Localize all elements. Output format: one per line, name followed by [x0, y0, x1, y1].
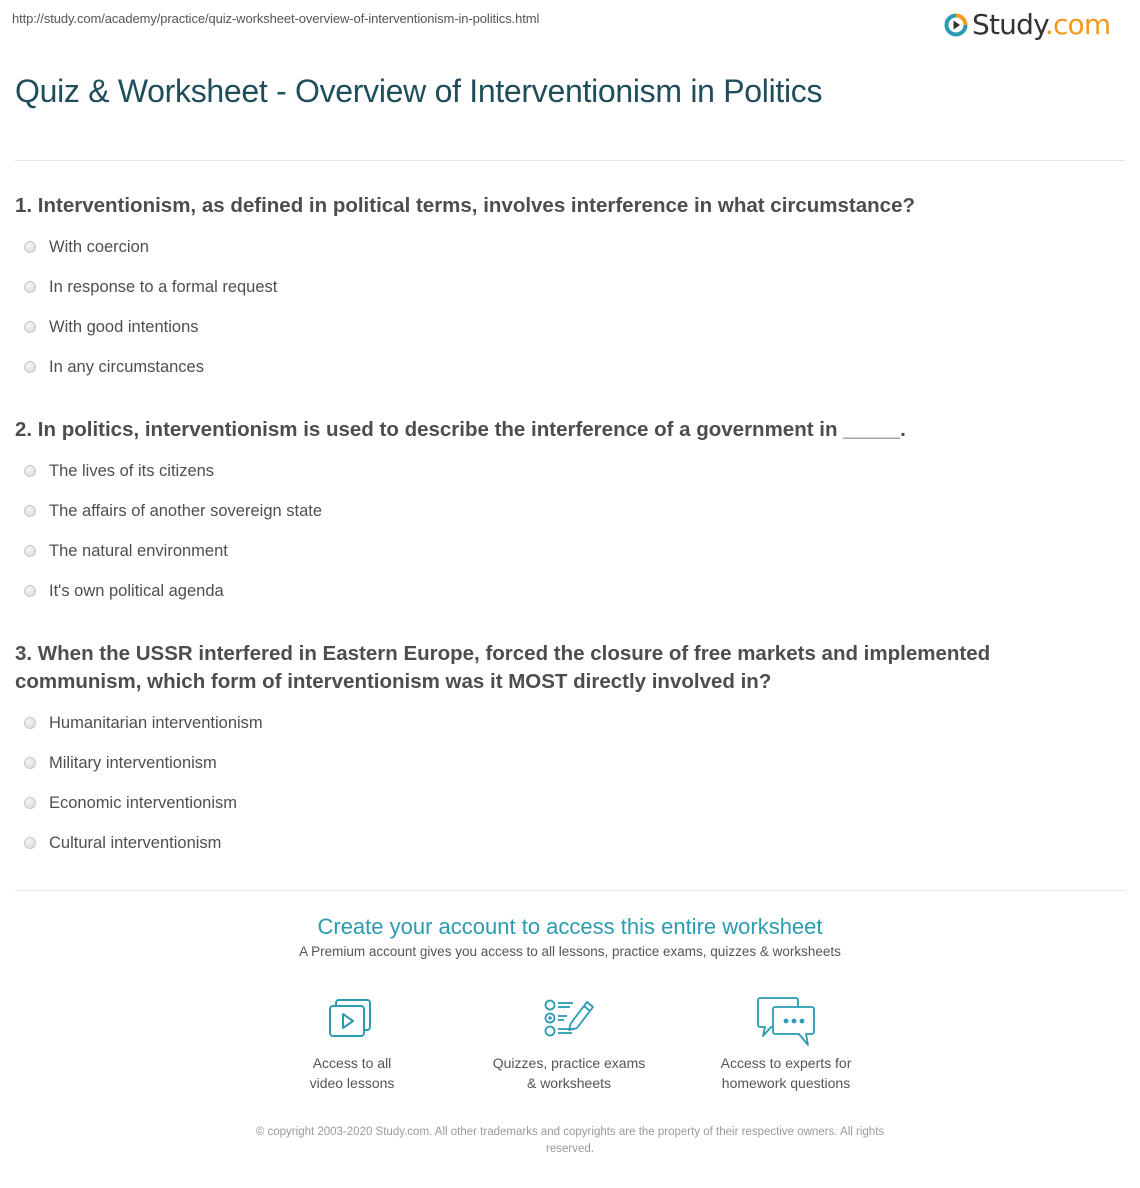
radio-button[interactable]	[24, 757, 36, 769]
radio-button[interactable]	[24, 837, 36, 849]
answer-label: Cultural interventionism	[49, 833, 222, 852]
question-2	[15, 416, 1015, 611]
answer-label: The natural environment	[49, 541, 228, 560]
logo-name: Study	[972, 8, 1045, 41]
radio-button[interactable]	[24, 717, 36, 729]
answer-option[interactable]	[15, 267, 1015, 307]
radio-button[interactable]	[24, 797, 36, 809]
answer-option[interactable]	[15, 491, 1015, 531]
answer-option[interactable]	[15, 703, 1015, 743]
answer-option[interactable]	[15, 347, 1015, 387]
radio-button[interactable]	[24, 465, 36, 477]
radio-button[interactable]	[24, 545, 36, 557]
feature-quizzes	[469, 995, 669, 1093]
answer-label: Humanitarian interventionism	[49, 713, 263, 732]
feature-label-line2: video lessons	[309, 1075, 395, 1091]
answer-label: Military interventionism	[49, 753, 217, 772]
answer-label: The affairs of another sovereign state	[49, 501, 323, 520]
answer-label: With good intentions	[49, 317, 199, 336]
question-3	[15, 640, 1015, 863]
feature-label	[252, 1053, 452, 1093]
answer-option[interactable]	[15, 451, 1015, 491]
feature-label	[686, 1053, 886, 1093]
answer-option[interactable]	[15, 743, 1015, 783]
feature-label	[469, 1053, 669, 1093]
answer-option[interactable]	[15, 783, 1015, 823]
question-text: 1. Interventionism, as defined in political terms, involves interference in what circumstance?	[15, 194, 915, 217]
answer-list	[15, 703, 1015, 863]
answer-label: In response to a formal request	[49, 277, 278, 296]
cta-subtitle: A Premium account gives you access to all lessons, practice exams, quizzes & worksheets	[299, 944, 841, 959]
answer-list	[15, 451, 1015, 611]
create-account-link[interactable]: Create your account to access this entire worksheet	[317, 914, 823, 939]
answer-label: With coercion	[49, 237, 149, 256]
radio-button[interactable]	[24, 321, 36, 333]
question-1	[15, 192, 1015, 387]
logo-suffix: .com	[1044, 8, 1111, 41]
video-lessons-icon	[322, 995, 382, 1047]
answer-label: The lives of its citizens	[49, 461, 215, 480]
feature-label-line2: homework questions	[721, 1075, 851, 1091]
radio-button[interactable]	[24, 361, 36, 373]
copyright-line2: reserved.	[546, 1143, 594, 1155]
question-text: 2. In politics, interventionism is used to describe the interference of a government in _____.	[15, 418, 906, 441]
page-title: Quiz & Worksheet - Overview of Interventionism in Politics	[15, 73, 823, 109]
logo-wordmark	[972, 8, 1111, 41]
content-divider	[15, 890, 1125, 891]
answer-label: It's own political agenda	[49, 581, 224, 600]
answer-option[interactable]	[15, 531, 1015, 571]
feature-label-line2: & worksheets	[526, 1075, 612, 1091]
answer-option[interactable]	[15, 823, 1015, 863]
answer-option[interactable]	[15, 571, 1015, 611]
feature-label-line1: Quizzes, practice exams	[492, 1055, 646, 1071]
quiz-checklist-icon	[539, 995, 599, 1047]
radio-button[interactable]	[24, 585, 36, 597]
page-url: http://study.com/academy/practice/quiz-worksheet-overview-of-interventionism-in-politics.html	[12, 11, 540, 26]
question-text: 3. When the USSR interfered in Eastern Europe, forced the closure of free markets and implemented communism, which form of interventionism was it MOST directly involved in?	[15, 642, 991, 693]
radio-button[interactable]	[24, 281, 36, 293]
answer-label: Economic interventionism	[49, 793, 237, 812]
copyright-notice	[210, 1124, 930, 1158]
signup-cta	[0, 912, 1140, 962]
radio-button[interactable]	[24, 241, 36, 253]
header-divider	[15, 160, 1125, 161]
answer-option[interactable]	[15, 227, 1015, 267]
answer-list	[15, 227, 1015, 387]
answer-option[interactable]	[15, 307, 1015, 347]
radio-button[interactable]	[24, 505, 36, 517]
feature-label-line1: Access to experts for	[720, 1055, 852, 1071]
study-com-logo[interactable]	[944, 9, 1110, 41]
chat-bubbles-icon	[753, 995, 819, 1047]
copyright-line1: © copyright 2003-2020 Study.com. All other trademarks and copyrights are the property of their respective owners. All rights	[255, 1126, 885, 1138]
answer-label: In any circumstances	[49, 357, 204, 376]
feature-experts	[686, 995, 886, 1093]
feature-video-lessons	[252, 995, 452, 1093]
play-circle-icon	[944, 13, 968, 37]
feature-label-line1: Access to all	[312, 1055, 392, 1071]
